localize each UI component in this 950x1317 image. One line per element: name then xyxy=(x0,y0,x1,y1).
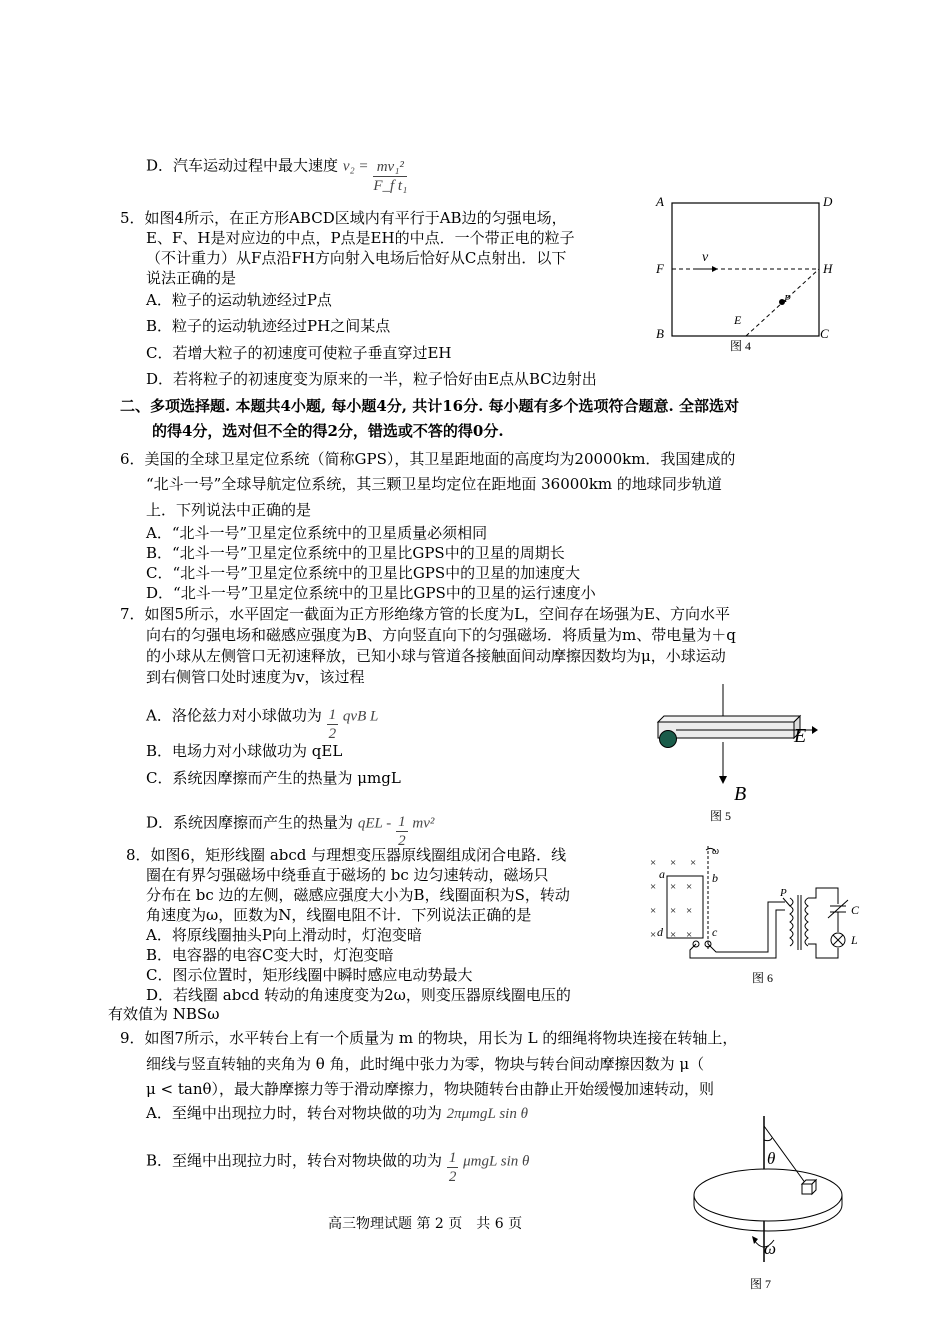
q9-option-b-tail: μmgL sin θ xyxy=(463,1153,530,1170)
q9-stem-line: 9．如图7所示，水平转台上有一个质量为 m 的物块，用长为 L 的细绳将物块连接在转轴上， xyxy=(120,1029,738,1047)
fig4-label-E: E xyxy=(734,313,742,327)
q9-option-b-fraction xyxy=(447,1149,459,1186)
fig6-caption: 图 6 xyxy=(752,971,774,985)
fig4-label-P: P xyxy=(784,293,791,305)
cross-mark: × xyxy=(670,929,677,941)
cross-mark: × xyxy=(690,857,697,869)
fig4-caption: 图 4 xyxy=(730,339,752,353)
q7-option-d-head: qEL - xyxy=(357,815,392,832)
q6-stem-line: “北斗一号”全球导航定位系统，其三颗卫星均定位在距地面 36000km 的地球同步轨道 xyxy=(146,475,722,493)
q4-formula-den: F_f t₁ xyxy=(373,178,408,194)
fig7-label-theta: θ xyxy=(767,1149,776,1168)
q5-stem-line: 5．如图4所示，在正方形ABCD区域内有平行于AB边的匀强电场， xyxy=(120,209,567,227)
q7-option-a-fraction xyxy=(327,706,339,743)
q8-option-b: B．电容器的电容C变大时，灯泡变暗 xyxy=(146,946,394,964)
section2-line1: 二、多项选择题. 本题共4小题, 每小题4分, 共计16分. 每小题有多个选项符合题意. 全部选对 xyxy=(120,397,739,415)
cross-mark: × xyxy=(670,857,677,869)
frac-den: 2 xyxy=(398,833,406,849)
fig4-label-v: v xyxy=(702,250,709,265)
q8-option-c: C．图示位置时，矩形线圈中瞬时感应电动势最大 xyxy=(146,966,473,984)
q5-stem-line: （不计重力）从F点沿FH方向射入电场后恰好从C点射出．以下 xyxy=(146,249,567,267)
fig6-label-L: L xyxy=(851,933,858,947)
fig6-label-C: C xyxy=(851,903,860,917)
q6-stem-line: 上．下列说法中正确的是 xyxy=(146,501,312,519)
fig6-label-b: b xyxy=(712,871,718,885)
q7-option-d-text: D．系统因摩擦而产生的热量为 xyxy=(146,813,354,832)
frac-num: 1 xyxy=(448,1150,457,1166)
cross-mark: × xyxy=(670,881,677,893)
fig6-label-d: d xyxy=(657,925,663,939)
q4-formula-num: mv₁² xyxy=(373,158,407,177)
cross-mark: × xyxy=(650,929,657,941)
q8-stem-line: 分布在 bc 边的左侧，磁感应强度大小为B，线圈面积为S，转动 xyxy=(146,886,570,904)
figure-7 xyxy=(688,1112,858,1297)
q4-formula-fraction xyxy=(373,158,407,195)
q7-stem-line: 的小球从左侧管口无初速释放，已知小球与管道各接触面间动摩擦因数均为μ，小球运动 xyxy=(146,647,726,665)
q7-option-a xyxy=(146,698,379,742)
q6-option-a: A．“北斗一号”卫星定位系统中的卫星质量必须相同 xyxy=(146,524,488,542)
frac-den: 2 xyxy=(328,726,337,742)
q8-stem-line: 8．如图6，矩形线圈 abcd 与理想变压器原线圈组成闭合电路．线 xyxy=(126,846,567,864)
fig6-label-omega: ω xyxy=(712,846,720,857)
fig6-label-c: c xyxy=(712,925,718,939)
fig4-label-A: A xyxy=(656,194,664,209)
q8-option-a: A．将原线圈抽头P向上滑动时，灯泡变暗 xyxy=(146,926,422,944)
q9-option-b-text: B．至绳中出现拉力时，转台对物块做的功为 xyxy=(146,1151,443,1170)
q7-stem-line: 7．如图5所示，水平固定一截面为正方形绝缘方管的长度为L，空间存在场强为E、方向水平 xyxy=(120,605,731,623)
cross-mark: × xyxy=(670,905,677,917)
q4-formula-lhs: v₂ = xyxy=(342,158,369,175)
q5-option-d: D．若将粒子的初速度变为原来的一半，粒子恰好由E点从BC边射出 xyxy=(146,370,597,388)
q5-stem-line: 说法正确的是 xyxy=(146,269,237,287)
q7-option-a-tail: qvB L xyxy=(342,708,379,725)
fig6-label-P: P xyxy=(780,887,787,899)
cross-mark: × xyxy=(686,929,693,941)
figure-6 xyxy=(640,840,865,990)
q6-stem-line: 6．美国的全球卫星定位系统（简称GPS），其卫星距地面的高度均为20000km．我国建成的 xyxy=(120,450,736,468)
fig7-label-omega: ω xyxy=(764,1239,777,1258)
fig4-label-D: D xyxy=(823,194,833,209)
cross-mark: × xyxy=(686,881,693,893)
page-footer: 高三物理试题 第 2 页 共 6 页 xyxy=(328,1216,523,1232)
fig4-label-H: H xyxy=(823,261,833,276)
figure-5 xyxy=(636,680,826,828)
fig7-caption: 图 7 xyxy=(750,1277,772,1291)
q8-option-d: D．若线圈 abcd 转动的角速度变为2ω，则变压器原线圈电压的 xyxy=(146,986,571,1004)
q7-option-d xyxy=(146,805,435,849)
q8-stem-line: 角速度为ω，匝数为N，线圈电阻不计．下列说法正确的是 xyxy=(146,906,532,924)
cross-mark: × xyxy=(650,857,657,869)
q9-option-a xyxy=(146,1103,528,1124)
cross-mark: × xyxy=(650,881,657,893)
q6-option-d: D．“北斗一号”卫星定位系统中的卫星比GPS中的卫星的运行速度小 xyxy=(146,584,596,602)
fig5-label-B: B xyxy=(734,783,747,805)
q5-stem-line: E、F、H是对应边的中点，P点是EH的中点．一个带正电的粒子 xyxy=(146,229,575,247)
q5-option-c: C．若增大粒子的初速度可使粒子垂直穿过EH xyxy=(146,344,452,362)
q9-option-b xyxy=(146,1143,530,1185)
q9-option-a-text: A．至绳中出现拉力时，转台对物块做的功为 xyxy=(146,1104,442,1122)
q7-option-a-text: A．洛伦兹力对小球做功为 xyxy=(146,706,322,725)
fig4-label-F: F xyxy=(656,261,664,276)
cross-mark: × xyxy=(650,905,657,917)
fig4-label-C: C xyxy=(820,326,829,341)
q6-option-c: C．“北斗一号”卫星定位系统中的卫星比GPS中的卫星的加速度大 xyxy=(146,564,581,582)
q7-stem-line: 向右的匀强电场和磁感应强度为B、方向竖直向下的匀强磁场．将质量为m、带电量为＋q xyxy=(146,626,736,644)
q8-stem-line: 圈在有界匀强磁场中绕垂直于磁场的 bc 边匀速转动，磁场只 xyxy=(146,866,549,884)
q7-stem-line: 到右侧管口处时速度为v，该过程 xyxy=(146,668,365,686)
q5-option-b: B．粒子的运动轨迹经过PH之间某点 xyxy=(146,317,391,335)
q4-option-d-label: D．汽车运动过程中最大速度 xyxy=(146,156,339,175)
q9-stem-line: 细线与竖直转轴的夹角为 θ 角，此时绳中张力为零，物块与转台间动摩擦因数为 μ（ xyxy=(146,1055,705,1073)
frac-den: 2 xyxy=(448,1169,457,1185)
fig5-label-E: E xyxy=(794,725,807,747)
cross-mark: × xyxy=(686,905,693,917)
figure-4 xyxy=(650,193,840,358)
fig6-label-a: a xyxy=(659,867,665,881)
q9-option-a-formula: 2πμmgL sin θ xyxy=(446,1106,528,1122)
frac-num: 1 xyxy=(398,814,406,830)
q9-stem-line: μ < tanθ），最大静摩擦力等于滑动摩擦力，物块随转台由静止开始缓慢加速转动，则 xyxy=(146,1080,715,1098)
q7-option-b: B．电场力对小球做功为 qEL xyxy=(146,742,343,760)
q5-option-a: A．粒子的运动轨迹经过P点 xyxy=(146,291,332,309)
fig4-label-B: B xyxy=(656,326,664,341)
frac-num: 1 xyxy=(328,707,337,723)
section2-line2: 的得4分，选对但不全的得2分，错选或不答的得0分. xyxy=(152,422,504,440)
fig5-caption: 图 5 xyxy=(710,809,732,823)
q7-option-c: C．系统因摩擦而产生的热量为 μmgL xyxy=(146,769,401,787)
q4-option-d xyxy=(146,148,408,194)
q7-option-d-tail: mv² xyxy=(412,815,435,832)
q6-option-b: B．“北斗一号”卫星定位系统中的卫星比GPS中的卫星的周期长 xyxy=(146,544,565,562)
q8-option-d-cont: 有效值为 NBSω xyxy=(108,1005,220,1023)
